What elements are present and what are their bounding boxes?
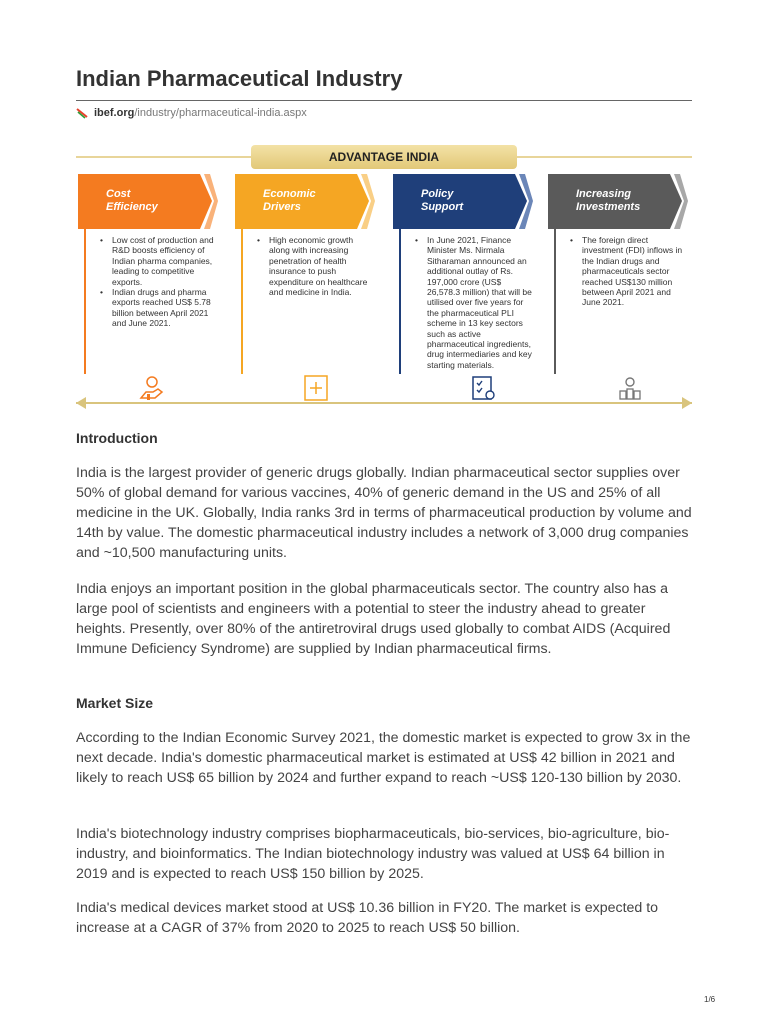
column-heading-line2: Efficiency: [106, 201, 158, 213]
market-size-heading: Market Size: [76, 695, 154, 711]
banner: ADVANTAGE INDIA: [251, 145, 517, 169]
column-cost-efficiency: [78, 174, 218, 374]
money-hand-icon: [138, 374, 166, 402]
page-title: Indian Pharmaceutical Industry: [76, 66, 403, 91]
column-body: [554, 229, 688, 374]
page-number: 1/6: [704, 995, 716, 1004]
column-heading: [393, 174, 533, 229]
column-increasing-investments: [548, 174, 688, 374]
column-heading-line1: Policy: [421, 188, 454, 200]
column-heading: [78, 174, 218, 229]
introduction-paragraph-1: India is the largest provider of generic drugs globally. Indian pharmaceutical sector supplies over 50% of global demand for various vaccines, 40% of generic demand in the US and 25% of all medicine in the UK. Globally, India ranks 3rd in terms of pharmaceutical production by volume and 14th by value. The domestic pharmaceutical industry includes a network of 3,000 drug companies and ~10,500 manufacturing units.: [76, 465, 692, 561]
timeline-arrow-left: [76, 397, 86, 409]
bullet: • High economic growth along with increasing penetration of health insurance to push expenditure on healthcare and medicine in India.: [255, 235, 375, 297]
bullet: • The foreign direct investment (FDI) inflows in the Indian drugs and pharmaceuticals sector reached US$130 million between April 2021 and June 2021.: [568, 235, 688, 308]
market-size-paragraph-2: India's biotechnology industry comprises biopharmaceuticals, bio-services, bio-agriculture, bio-industry, and bioinformatics. The Indian biotechnology industry was valued at US$ 64 billion in 2019 and is expected to reach US$ 150 billion by 2025.: [76, 826, 670, 882]
column-heading-line2: Support: [421, 201, 464, 213]
source-domain: ibef.org: [94, 107, 135, 119]
introduction-paragraph-2: India enjoys an important position in the global pharmaceuticals sector. The country also has a large pool of scientists and engineers with a potential to steer the industry ahead to greater heights. Presently, over 80% of the antiretroviral drugs used globally to combat AIDS (Acquired Immune Deficiency Syndrome) are supplied by Indian pharmaceutical firms.: [76, 581, 671, 657]
column-heading: [235, 174, 375, 229]
title-divider: [76, 100, 692, 101]
bullet: • Indian drugs and pharma exports reached US$ 5.78 billion between April 2021 and June 2021.: [98, 287, 218, 329]
bullet: • Low cost of production and R&D boosts efficiency of Indian pharma companies, leading to competitive exports.: [98, 235, 218, 287]
timeline-arrow-right: [682, 397, 692, 409]
column-heading-line2: Drivers: [263, 201, 301, 213]
checklist-icon: [469, 374, 497, 402]
column-policy-support: [393, 174, 533, 374]
column-body: [84, 229, 218, 374]
column-heading-line2: Investments: [576, 201, 641, 213]
column-body: [241, 229, 375, 374]
ibef-logo-icon: [76, 107, 88, 119]
column-economic-drivers: [235, 174, 375, 374]
source-path: /industry/pharmaceutical-india.aspx: [134, 107, 307, 119]
column-heading-line1: Cost: [106, 188, 131, 200]
column-heading-line1: Increasing: [576, 188, 632, 200]
column-heading: [548, 174, 688, 229]
market-size-paragraph-3: India's medical devices market stood at US$ 10.36 billion in FY20. The market is expected to increase at a CAGR of 37% from 2020 to 2025 to reach US$ 50 billion.: [76, 900, 659, 936]
column-heading-line1: Economic: [263, 188, 316, 200]
advantage-india-infographic: [76, 141, 692, 409]
bullet: • In June 2021, Finance Minister Ms. Nirmala Sitharaman announced an additional outlay of Rs. 197,000 crore (US$ 26,578.3 million) that will be utilised over five years for the pharmaceutical PLI scheme in 13 key sectors such as active pharmaceutical ingredients, drug intermediaries and key starting materials.: [413, 235, 533, 370]
timeline-bar: [76, 402, 692, 404]
medicine-door-icon: [302, 374, 330, 402]
market-size-paragraph-1: According to the Indian Economic Survey 2021, the domestic market is expected to grow 3x in the next decade. India's domestic pharmaceutical market is estimated at US$ 42 billion in 2021 and likely to reach US$ 65 billion by 2024 and further expand to reach ~US$ 120-130 billion by 2030.: [76, 730, 691, 786]
source-link[interactable]: [76, 107, 307, 119]
column-body: [399, 229, 533, 374]
introduction-heading: Introduction: [76, 430, 158, 446]
investment-icon: [616, 374, 644, 402]
